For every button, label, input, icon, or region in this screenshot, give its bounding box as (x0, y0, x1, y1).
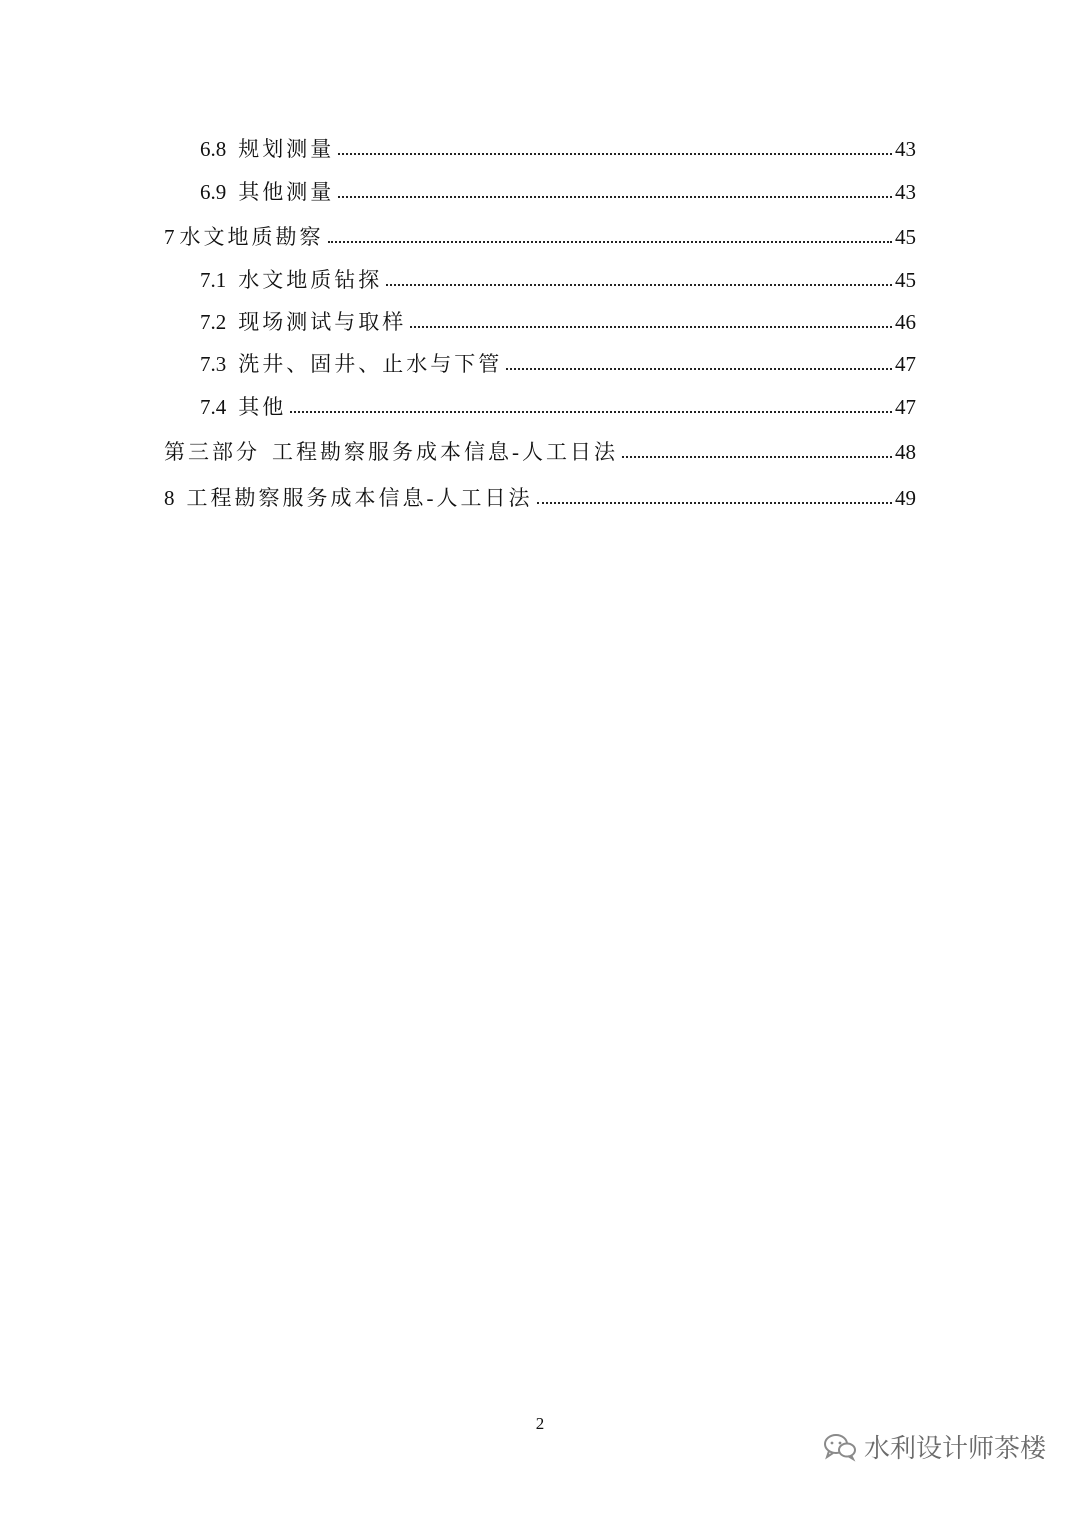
toc-entry-part-3[interactable] (164, 429, 916, 463)
toc-entry-page: 49 (895, 486, 916, 510)
toc-entry-title: 现场测试与取样 (238, 310, 407, 334)
toc-dot-leader (338, 153, 892, 155)
toc-entry-7-1[interactable] (200, 257, 916, 291)
toc-entry-title: 规划测量 (238, 137, 335, 161)
toc-entry-number: 第三部分 (164, 440, 260, 464)
toc-entry-title: 工程勘察服务成本信息-人工日法 (272, 440, 618, 464)
toc-entry-number: 6.9 (200, 180, 227, 204)
toc-entry-page: 45 (895, 225, 916, 249)
toc-entry-page: 43 (895, 137, 916, 161)
wechat-icon (822, 1432, 858, 1462)
toc-entry-8[interactable] (164, 475, 916, 509)
toc-entry-page: 47 (895, 352, 916, 376)
toc-entry-7-3[interactable] (200, 341, 916, 375)
toc-entry-page: 48 (895, 440, 916, 464)
page-number: 2 (535, 1414, 545, 1433)
toc-entry-page: 45 (895, 268, 916, 292)
toc-entry-6-8[interactable] (200, 126, 916, 160)
toc-entry-number: 7.3 (200, 352, 227, 376)
toc-entry-title: 洗井、固井、止水与下管 (238, 352, 503, 376)
watermark-text: 水利设计师茶楼 (863, 1434, 1046, 1464)
toc-entry-6-9[interactable] (200, 169, 916, 203)
toc-dot-leader (622, 456, 892, 458)
toc-dot-leader (506, 368, 892, 370)
toc-entry-7-4[interactable] (200, 384, 916, 418)
toc-entry-7[interactable] (164, 214, 916, 248)
toc-dot-leader (328, 241, 893, 243)
toc-entry-number: 6.8 (200, 137, 227, 161)
toc-entry-number: 8 (164, 486, 175, 510)
toc-entry-number: 7.2 (200, 310, 227, 334)
toc-dot-leader (338, 196, 892, 198)
toc-entry-7-2[interactable] (200, 299, 916, 333)
toc-entry-page: 46 (895, 310, 916, 334)
toc-dot-leader (290, 411, 892, 413)
toc-entry-page: 43 (895, 180, 916, 204)
toc-dot-leader (537, 502, 893, 504)
watermark (822, 1428, 1046, 1465)
toc-dot-leader (410, 326, 892, 328)
toc-entry-title: 水文地质钻探 (238, 268, 383, 292)
toc-entry-title: 工程勘察服务成本信息-人工日法 (186, 486, 533, 510)
toc-entry-title: 其他 (238, 395, 287, 419)
toc-entry-title: 水文地质勘察 (179, 225, 324, 249)
toc-entry-number: 7.1 (200, 268, 227, 292)
toc-entry-number: 7.4 (200, 395, 227, 419)
toc-entry-title: 其他测量 (238, 180, 335, 204)
toc-entry-number: 7 (164, 225, 175, 249)
toc-dot-leader (386, 284, 892, 286)
toc-entry-page: 47 (895, 395, 916, 419)
